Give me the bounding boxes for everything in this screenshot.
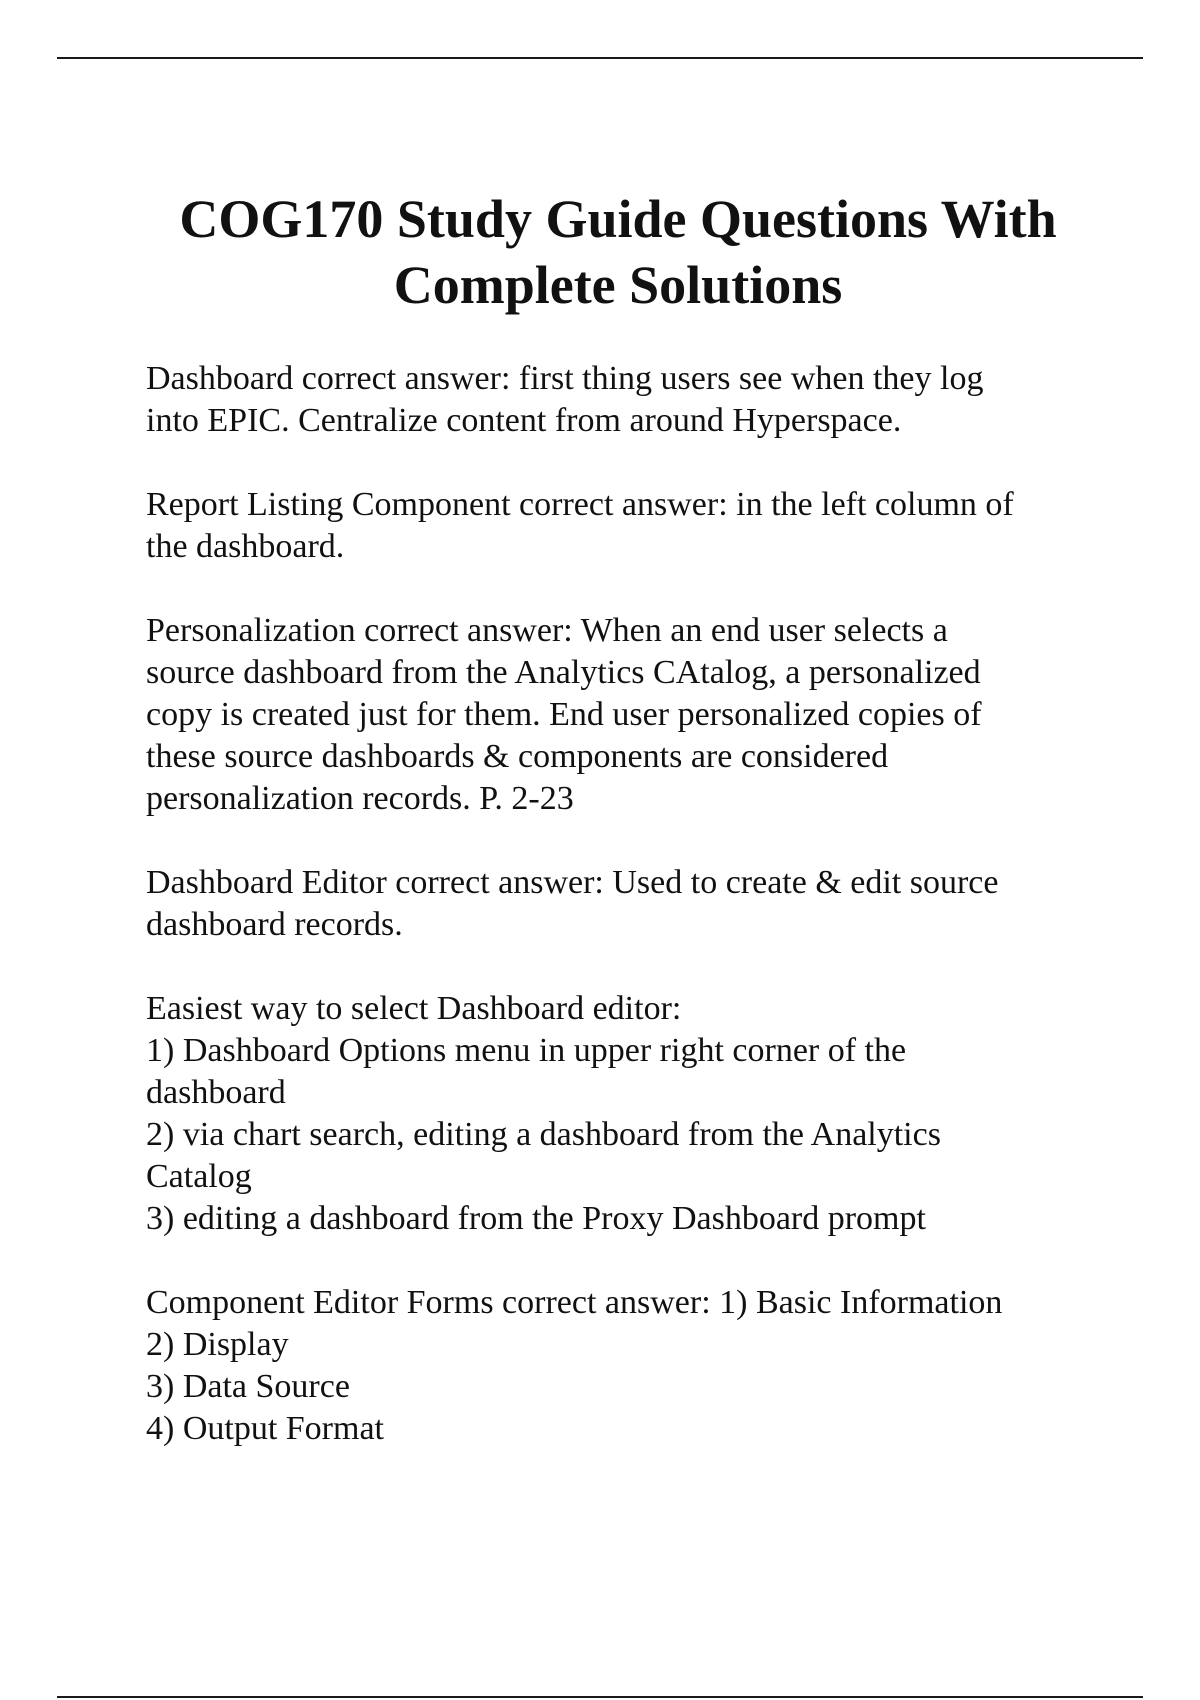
title-line-1: COG170 Study Guide Questions With (179, 189, 1057, 249)
top-rule (57, 57, 1143, 59)
entry-report-listing-component (146, 484, 1106, 568)
entry-component-editor-forms (146, 1282, 1106, 1450)
entry-line: 2) Display (146, 1326, 289, 1363)
entry-line: dashboard records. (146, 906, 403, 943)
entry-line: dashboard (146, 1074, 286, 1111)
entry-line: Catalog (146, 1158, 252, 1195)
entry-text (146, 862, 1106, 946)
entry-text (146, 1282, 1106, 1450)
entry-line: the dashboard. (146, 528, 345, 565)
entry-text (146, 988, 1106, 1240)
entry-line: 4) Output Format (146, 1410, 384, 1447)
entry-personalization (146, 610, 1106, 820)
entry-line: these source dashboards & components are considered (146, 738, 889, 775)
entry-line: 1) Dashboard Options menu in upper right corner of the (146, 1032, 907, 1069)
entry-line: into EPIC. Centralize content from around Hyperspace. (146, 402, 902, 439)
study-guide-body (146, 358, 1106, 1492)
entry-dashboard (146, 358, 1106, 442)
entry-line: Dashboard correct answer: first thing users see when they log (146, 360, 984, 397)
entry-line: Report Listing Component correct answer: in the left column of (146, 486, 1014, 523)
entry-line: source dashboard from the Analytics CAtalog, a personalized (146, 654, 981, 691)
page-title (100, 186, 1136, 318)
entry-line: Personalization correct answer: When an end user selects a (146, 612, 948, 649)
entry-text (146, 484, 1106, 568)
entry-line: 2) via chart search, editing a dashboard from the Analytics (146, 1116, 941, 1153)
title-line-2: Complete Solutions (393, 255, 843, 315)
entry-line: Dashboard Editor correct answer: Used to create & edit source (146, 864, 999, 901)
bottom-rule (57, 1696, 1143, 1698)
entry-dashboard-editor (146, 862, 1106, 946)
entry-line: 3) Data Source (146, 1368, 350, 1405)
entry-line: personalization records. P. 2-23 (146, 780, 574, 817)
entry-text (146, 358, 1106, 442)
entry-easiest-way-dashboard-editor (146, 988, 1106, 1240)
entry-line: copy is created just for them. End user personalized copies of (146, 696, 982, 733)
entry-line: Component Editor Forms correct answer: 1) Basic Information (146, 1284, 1003, 1321)
entry-line: Easiest way to select Dashboard editor: (146, 990, 682, 1027)
entry-line: 3) editing a dashboard from the Proxy Dashboard prompt (146, 1200, 926, 1237)
entry-text (146, 610, 1106, 820)
